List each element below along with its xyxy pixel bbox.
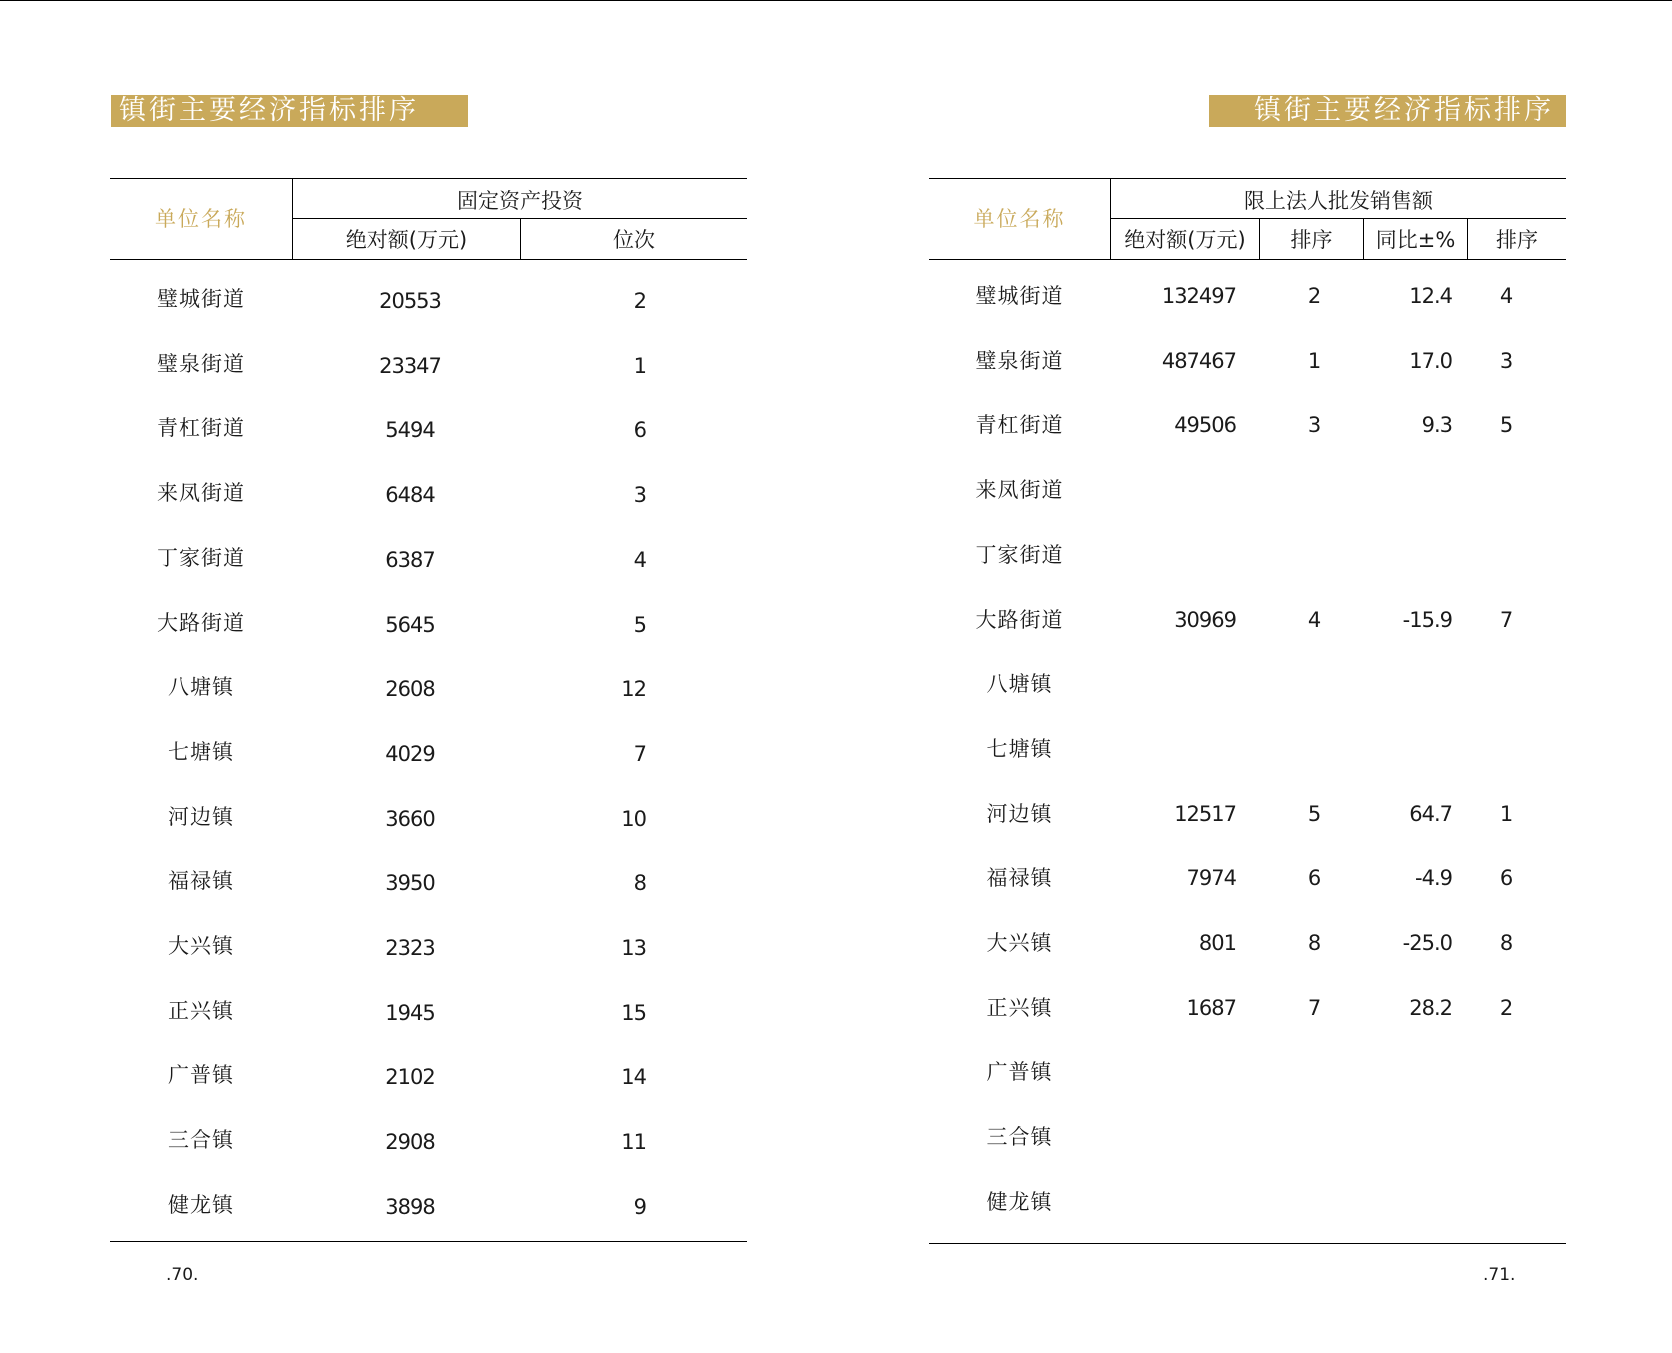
cell-rank — [1276, 734, 1352, 764]
cell-rank: 12 — [621, 677, 646, 702]
cell-yoy: 12.4 — [1409, 284, 1452, 308]
cell-unit-name: 正兴镇 — [168, 998, 234, 1023]
cell-abs-value: 2608 — [385, 677, 435, 702]
cell-rank: 2 — [633, 289, 646, 313]
cell-unit-name: 璧泉街道 — [975, 348, 1064, 373]
cell-rank: 8 — [633, 871, 646, 896]
cell-rank: 1 — [1307, 348, 1321, 373]
cell-abs-value: 487467 — [1161, 348, 1236, 373]
cell-rank: 1 — [1499, 801, 1513, 826]
cell-abs-value: 23347 — [379, 353, 441, 378]
cell-abs-value: 6387 — [385, 547, 435, 572]
cell-unit-name: 大路街道 — [975, 607, 1064, 632]
cell-yoy: -25.0 — [1402, 931, 1452, 955]
cell-rank: 15 — [621, 1000, 646, 1025]
cell-yoy: 64.7 — [1409, 801, 1452, 826]
cell-rank — [1476, 734, 1536, 764]
cell-abs-value — [1126, 1122, 1236, 1152]
column-header-unit: 单位名称 — [973, 207, 1066, 231]
cell-abs-value: 3898 — [385, 1194, 435, 1219]
cell-unit-name: 青杠街道 — [157, 416, 245, 441]
cell-rank: 11 — [621, 1130, 646, 1155]
table-top-rule — [110, 178, 747, 179]
cell-rank: 3 — [633, 483, 646, 508]
column-header-group: 固定资产投资 — [457, 189, 583, 213]
cell-yoy — [1366, 540, 1452, 570]
cell-unit-name: 健龙镇 — [986, 1189, 1053, 1214]
cell-abs-value: 2908 — [385, 1130, 435, 1155]
cell-abs-value: 132497 — [1161, 284, 1236, 308]
cell-unit-name: 福禄镇 — [986, 866, 1053, 891]
cell-rank — [1476, 1122, 1536, 1152]
cell-unit-name: 八塘镇 — [168, 675, 234, 700]
cell-yoy — [1366, 1057, 1452, 1087]
cell-unit-name: 八塘镇 — [986, 672, 1053, 697]
cell-rank: 6 — [633, 418, 646, 443]
page-number: .71. — [1483, 1265, 1516, 1285]
cell-yoy — [1366, 1122, 1452, 1152]
header-mid-rule — [1110, 218, 1566, 219]
cell-yoy — [1366, 734, 1452, 764]
column-header-abs: 绝对额(万元) — [1124, 228, 1246, 252]
cell-unit-name: 璧泉街道 — [157, 351, 245, 376]
header-bottom-rule — [110, 259, 747, 260]
cell-abs-value: 5645 — [385, 612, 435, 637]
cell-rank — [1276, 475, 1352, 505]
cell-yoy: -15.9 — [1402, 607, 1452, 632]
cell-unit-name: 七塘镇 — [986, 736, 1053, 761]
header-bottom-rule — [929, 259, 1566, 260]
cell-unit-name: 大兴镇 — [986, 931, 1053, 955]
cell-rank: 5 — [1499, 413, 1513, 438]
cell-unit-name: 丁家街道 — [975, 542, 1064, 567]
cell-rank: 3 — [1307, 413, 1321, 438]
cell-abs-value: 6484 — [385, 483, 435, 508]
cell-unit-name: 三合镇 — [986, 1125, 1053, 1150]
cell-rank: 8 — [1499, 931, 1513, 955]
cell-rank — [1476, 475, 1536, 505]
cell-rank: 1 — [633, 353, 646, 378]
cell-unit-name: 河边镇 — [986, 801, 1053, 826]
column-header-rank: 排序 — [1290, 228, 1333, 252]
cell-rank: 6 — [1307, 866, 1321, 891]
section-banner: 镇街主要经济指标排序 — [111, 95, 468, 127]
cell-unit-name: 大路街道 — [157, 610, 245, 635]
cell-rank: 5 — [633, 612, 646, 637]
cell-unit-name: 丁家街道 — [157, 545, 245, 570]
cell-abs-value: 2323 — [385, 936, 435, 960]
cell-unit-name: 七塘镇 — [168, 739, 234, 764]
cell-yoy: 17.0 — [1409, 348, 1452, 373]
cell-abs-value: 12517 — [1174, 801, 1236, 826]
cell-abs-value: 30969 — [1174, 607, 1236, 632]
cell-rank — [1276, 1187, 1352, 1217]
cell-rank: 2 — [1307, 284, 1321, 308]
cell-rank: 4 — [1499, 284, 1513, 308]
cell-unit-name: 大兴镇 — [168, 934, 234, 958]
cell-abs-value — [1126, 1057, 1236, 1087]
cell-abs-value — [1126, 540, 1236, 570]
page-number: .70. — [166, 1265, 199, 1285]
section-banner: 镇街主要经济指标排序 — [1209, 95, 1566, 127]
cell-rank: 13 — [621, 936, 646, 960]
column-header-yoy: 同比±% — [1375, 228, 1456, 252]
column-header-unit: 单位名称 — [155, 207, 247, 231]
cell-abs-value: 49506 — [1174, 413, 1236, 438]
cell-unit-name: 璧城街道 — [975, 284, 1064, 308]
cell-yoy: 9.3 — [1421, 413, 1452, 438]
cell-yoy — [1366, 1187, 1452, 1217]
cell-abs-value: 20553 — [379, 289, 441, 313]
column-header-rank: 位次 — [613, 228, 655, 252]
cell-rank — [1276, 540, 1352, 570]
cell-rank — [1476, 669, 1536, 699]
cell-abs-value: 7974 — [1186, 866, 1236, 891]
cell-rank — [1476, 1187, 1536, 1217]
cell-abs-value: 801 — [1198, 931, 1236, 955]
cell-rank: 7 — [633, 741, 646, 766]
cell-rank: 10 — [621, 806, 646, 831]
cell-rank: 7 — [1499, 607, 1513, 632]
column-header-rank: 排序 — [1496, 228, 1538, 252]
cell-abs-value: 1687 — [1186, 995, 1236, 1020]
cell-rank: 5 — [1307, 801, 1321, 826]
cell-unit-name: 青杠街道 — [975, 413, 1064, 438]
cell-abs-value: 4029 — [385, 741, 435, 766]
cell-abs-value: 5494 — [385, 418, 435, 443]
cell-rank: 14 — [621, 1065, 646, 1090]
cell-unit-name: 来凤街道 — [975, 478, 1064, 503]
cell-abs-value: 3950 — [385, 871, 435, 896]
cell-rank — [1476, 540, 1536, 570]
cell-unit-name: 来凤街道 — [157, 481, 245, 506]
cell-abs-value — [1126, 734, 1236, 764]
cell-abs-value: 1945 — [385, 1000, 435, 1025]
cell-rank: 3 — [1499, 348, 1513, 373]
cell-rank: 2 — [1499, 995, 1513, 1020]
right-page — [836, 0, 1672, 1353]
table-top-rule — [929, 178, 1566, 179]
cell-unit-name: 河边镇 — [168, 804, 234, 829]
cell-unit-name: 三合镇 — [168, 1128, 234, 1153]
cell-abs-value — [1126, 475, 1236, 505]
column-header-group: 限上法人批发销售额 — [1244, 189, 1433, 213]
cell-rank — [1476, 1057, 1536, 1087]
cell-abs-value: 3660 — [385, 806, 435, 831]
cell-rank: 6 — [1499, 866, 1513, 891]
cell-unit-name: 正兴镇 — [986, 995, 1053, 1020]
cell-unit-name: 福禄镇 — [168, 869, 234, 894]
cell-yoy — [1366, 475, 1452, 505]
table-bottom-rule — [929, 1243, 1566, 1244]
table-bottom-rule — [110, 1241, 747, 1242]
cell-rank: 7 — [1307, 995, 1321, 1020]
cell-rank: 4 — [633, 547, 646, 572]
cell-rank: 4 — [1307, 607, 1321, 632]
cell-abs-value — [1126, 669, 1236, 699]
cell-rank — [1276, 1122, 1352, 1152]
cell-yoy: -4.9 — [1415, 866, 1452, 891]
cell-yoy: 28.2 — [1409, 995, 1452, 1020]
cell-unit-name: 广普镇 — [986, 1060, 1053, 1085]
cell-rank — [1276, 669, 1352, 699]
cell-unit-name: 健龙镇 — [168, 1192, 234, 1217]
cell-unit-name: 璧城街道 — [157, 287, 245, 311]
cell-abs-value: 2102 — [385, 1065, 435, 1090]
cell-rank: 9 — [633, 1194, 646, 1219]
cell-rank: 8 — [1307, 931, 1321, 955]
cell-yoy — [1366, 669, 1452, 699]
cell-unit-name: 广普镇 — [168, 1063, 234, 1088]
cell-rank — [1276, 1057, 1352, 1087]
cell-abs-value — [1126, 1187, 1236, 1217]
column-header-abs: 绝对额(万元) — [345, 228, 468, 252]
